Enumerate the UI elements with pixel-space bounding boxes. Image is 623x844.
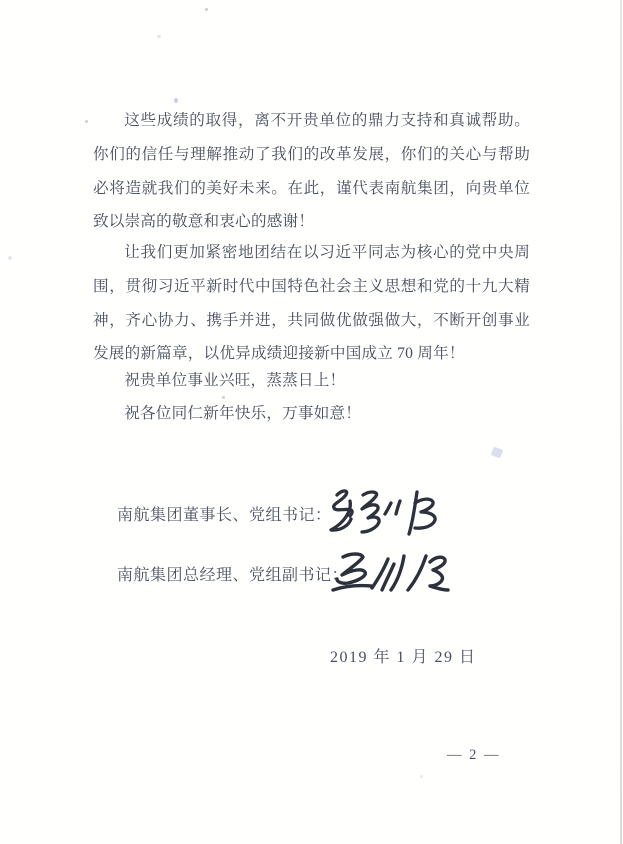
- handwritten-signature-chairman: [323, 486, 451, 543]
- scan-speck: [85, 120, 88, 123]
- scan-speck: [491, 447, 503, 459]
- letter-paragraph-unity: 让我们更加紧密地团结在以习近平同志为核心的党中央周围，贯彻习近平新时代中国特色社会主义思想和党的十九大精神，齐心协力、携手并进，共同做优做强做大，不断开创事业发展的新篇章，以优异成绩迎接新中国成立 70 周年！: [93, 244, 530, 363]
- scan-speck: [420, 775, 423, 778]
- scan-speck: [486, 186, 489, 189]
- signer-title-chairman: 南航集团董事长、党组书记：: [117, 507, 332, 524]
- letter-paragraph-thanks: 这些成绩的取得，离不开贵单位的鼎力支持和真诚帮助。你们的信任与理解推动了我们的改革发展，你们的关心与帮助必将造就我们的美好未来。在此，谨代表南航集团，向贵单位致以崇高的敬意和衷心的感谢！: [93, 112, 530, 231]
- letter-date: 2019 年 1 月 29 日: [330, 649, 477, 666]
- signer-title-president: 南航集团总经理、党组副书记：: [117, 567, 349, 584]
- letter-wish-line-colleagues: 祝各位同仁新年快乐，万事如意！: [124, 405, 362, 422]
- letter-wish-line-company: 祝贵单位事业兴旺，蒸蒸日上！: [124, 372, 346, 389]
- scan-page-edge: [620, 0, 622, 844]
- scan-speck: [157, 35, 161, 38]
- page-number: — 2 —: [447, 747, 501, 763]
- handwritten-signature-president: [328, 547, 461, 602]
- scan-speck: [8, 256, 12, 260]
- scan-speck: [222, 396, 225, 399]
- scan-speck: [174, 98, 178, 103]
- scan-speck: [205, 8, 208, 11]
